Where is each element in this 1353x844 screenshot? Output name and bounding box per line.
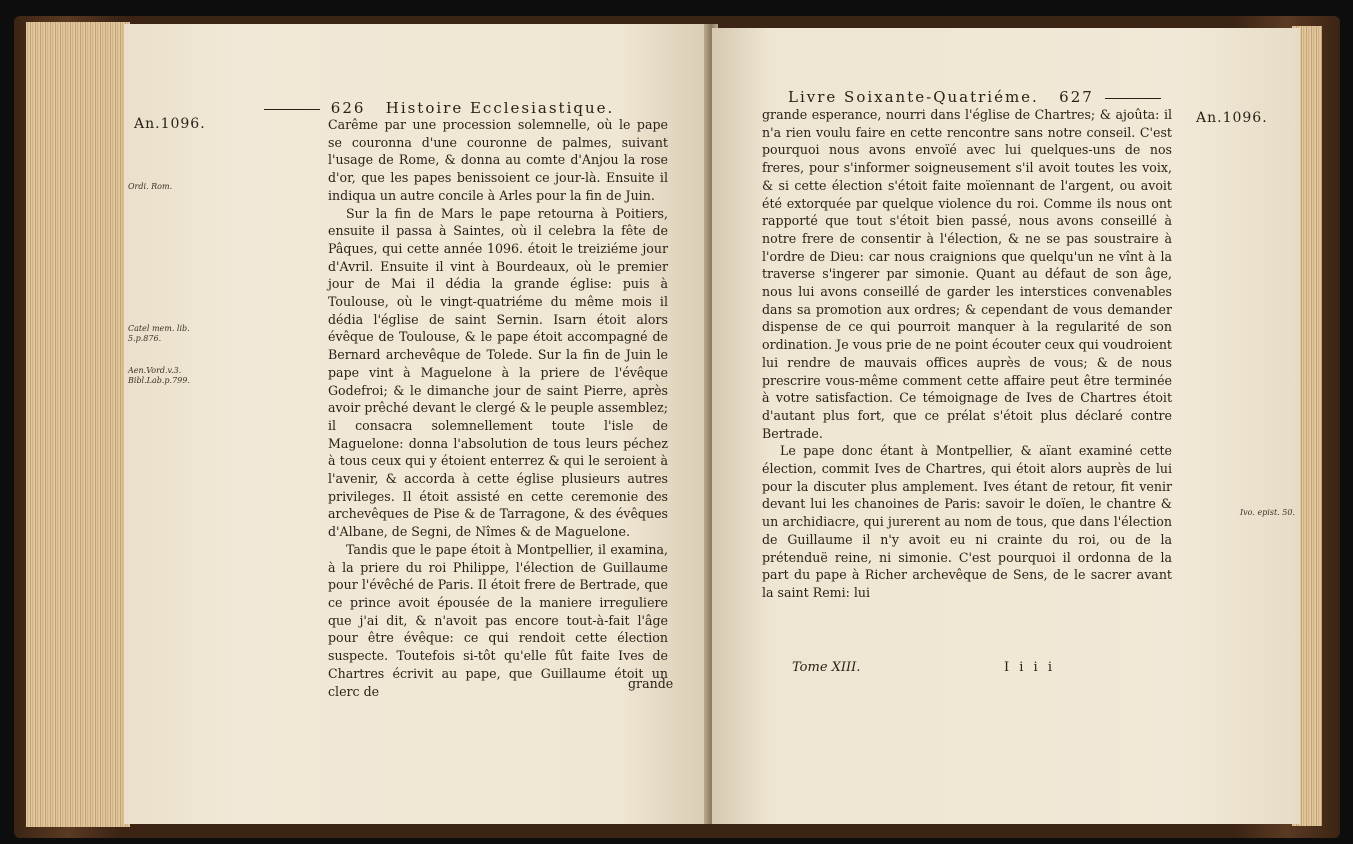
margin-note: Aen.Vord.v.3. — [128, 366, 182, 375]
right-running-head — [788, 88, 1165, 106]
left-page-number: 626 — [330, 99, 366, 117]
footer-signature: I i i i — [1004, 660, 1056, 675]
paragraph: Tandis que le pape étoit à Montpellier, il examina, à la priere du roi Philippe, l'élection de Guillaume pour l'évêché de Paris. Il étoit frere de Bertrade, que ce prince avoit épousée de la maniere irreguliere que j'ai dit, & n'avoit pas encore tout-à-fait l'âge pour être évêque: ce qui rendoit cette élection suspecte. Toutefois si-tôt qu'elle fût faite Ives de Chartres écrivit au pape, que Guillaume étoit un clerc de — [328, 541, 668, 699]
right-page-number: 627 — [1059, 88, 1094, 106]
footer-volume: Tome XIII. — [792, 660, 861, 675]
right-page — [712, 28, 1300, 824]
left-page — [124, 24, 708, 824]
margin-note: Bibl.Lab.p.799. — [128, 376, 190, 385]
margin-note: 5.p.876. — [128, 334, 162, 343]
paragraph: grande esperance, nourri dans l'église de Chartres; & ajoûta: il n'a rien voulu faire en cette rencontre sans notre conseil. C'est pourquoi nous avons envoïé avec lui quelques-uns de nos freres, pour s'informer soigneusement s'il avoit toutes les voix, & si cette élection s'étoit faite moïennant de l'argent, ou avoit été extorquée par quelque violence du roi. Comme ils nous ont rapporté que tout s'étoit bien passé, nous avons conseillé à notre frere de consentir à l'élection, & ne se pas soustraire à l'ordre de Dieu: car nous craignions que quelqu'un ne vînt à la traverse s'ingerer par simonie. Quant au défaut de son âge, nous lui avons conseillé de garder les interstices convenables dans sa promotion aux ordres; & cependant de vous demander dispense de ce qui pourroit manquer à la regularité de son ordination. Je vous prie de ne point écouter ceux qui voudroient lui rendre de mauvais offices auprès de vous; & de nous prescrire vous-même comment cette affaire peut être terminée à votre satisfaction. Ce témoignage de Ives de Chartres étoit d'autant plus fort, que ce prélat s'étoit plus déclaré contre Bertrade. — [762, 107, 1172, 441]
margin-note: Catel mem. lib. — [128, 324, 190, 333]
left-margin-year: An.1096. — [134, 116, 206, 132]
right-body-text — [762, 106, 1172, 602]
paragraph: Carême par une procession solemnelle, où le pape se couronna d'une couronne de palmes, suivant l'usage de Rome, & donna au comte d'Anjou la rose d'or, que les papes benissoient ce jour-là. Ensuite il indiqua un autre concile à Arles pour la fin de Juin. — [328, 117, 668, 203]
margin-note: Ivo. epist. 50. — [1240, 508, 1295, 517]
left-body-text — [328, 116, 668, 700]
right-running-title: Livre Soixante-Quatriéme. — [788, 88, 1039, 106]
paragraph: Le pape donc étant à Montpellier, & aïant examiné cette élection, commit Ives de Chartres, qui étoit alors auprès de lui pour la discuter plus amplement. Ives étant de retour, fit venir devant lui les chanoines de Paris: savoir le doïen, le chantre & un archidiacre, qui jurerent au nom de tous, que dans l'élection de Guillaume il n'y avoit eu ni crainte du roi, ou de la prétenduë reine, ni simonie. C'est pourquoi il ordonna de la part du pape à Richer archevêque de Sens, de le sacrer avant la saint Remi: lui — [762, 443, 1172, 600]
catchword: grande — [628, 676, 674, 691]
left-running-title: Histoire Ecclesiastique. — [385, 99, 615, 117]
right-margin-year: An.1096. — [1196, 110, 1268, 126]
page-edges-left — [26, 22, 130, 827]
margin-note: Ordi. Rom. — [128, 182, 173, 191]
left-running-head — [260, 99, 614, 117]
paragraph: Sur la fin de Mars le pape retourna à Poitiers, ensuite il passa à Saintes, où il celebra la fête de Pâques, qui cette année 1096. étoit le treiziéme jour d'Avril. Ensuite il vint à Bourdeaux, où le premier jour de Mai il dédia la grande église: puis à Toulouse, où le vingt-quatriéme du même mois il dédia l'église de saint Sernin. Isarn étoit alors évêque de Toulouse, & le pape étoit accompagné de Bernard archevêque de Tolede. Sur la fin de Juin le pape vint à Maguelone à la priere de l'évêque Godefroi; & le dimanche jour de saint Pierre, après avoir prêché devant le clergé & le peuple assemblez; il consacra solemnellement toute l'isle de Maguelone: donna l'absolution de tous leurs péchez à tous ceux qui y étoient enterrez & qui le seroient à l'avenir, & accorda à cette église plusieurs autres privileges. Il étoit assisté en cette ceremonie des archevêques de Pise & de Tarragone, & des évêques d'Albane, de Segni, de Nîmes & de Maguelone. — [328, 205, 668, 540]
